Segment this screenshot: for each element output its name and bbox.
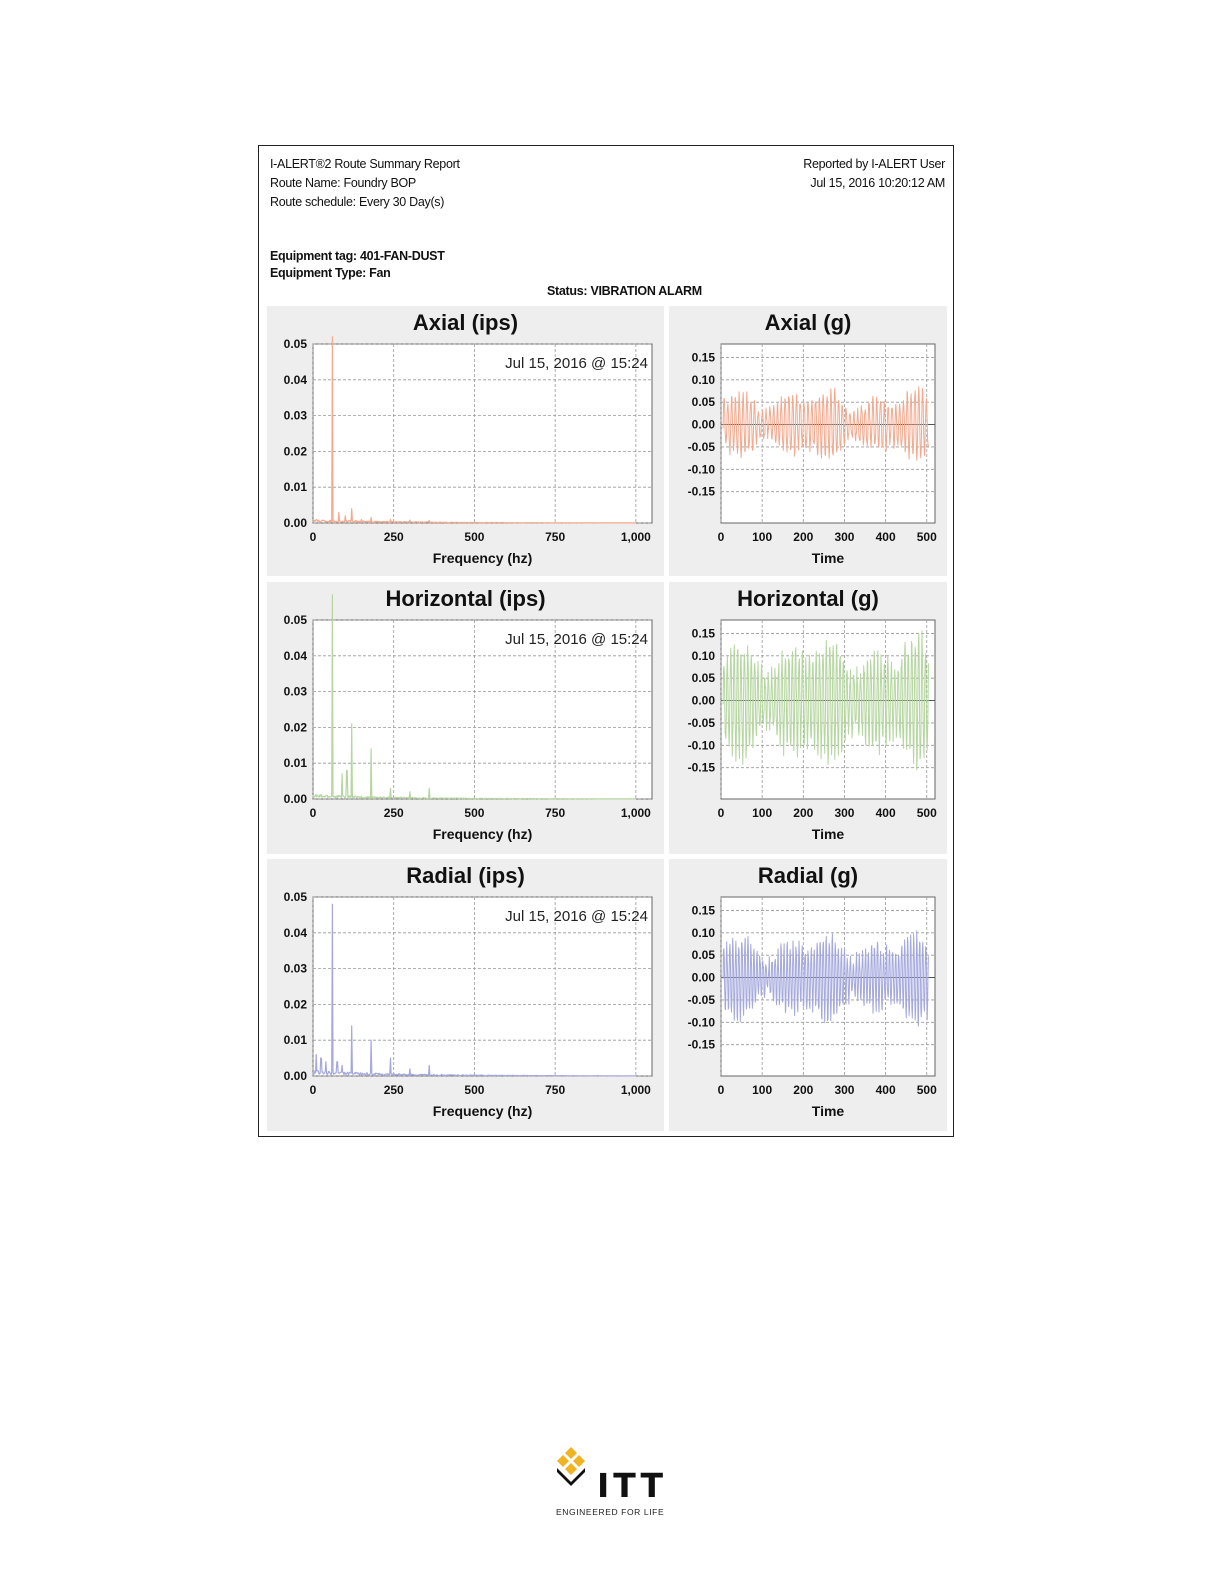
y-tick-label: 0.02 [283,720,307,735]
y-tick-label: -0.10 [687,462,715,477]
y-tick-label: 0.05 [283,890,307,904]
y-tick-label: 0.00 [691,970,715,985]
x-tick-label: 1,000 [620,530,651,544]
y-tick-label: -0.15 [687,1037,715,1052]
x-tick-label: 0 [717,1083,725,1097]
route-summary-report [258,145,954,1137]
itt-diamond-icon [555,1446,595,1486]
chart-title: Axial (g) [764,310,852,335]
y-tick-label: -0.05 [687,992,715,1007]
x-tick-label: 500 [916,1083,937,1097]
x-tick-label: 0 [309,806,317,820]
y-tick-label: 0.01 [283,1033,307,1048]
x-tick-label: 0 [309,530,317,544]
y-tick-label: 0.15 [691,626,715,641]
x-tick-label: 400 [875,530,896,544]
x-tick-label: 100 [752,1083,773,1097]
y-tick-label: 0.04 [283,648,307,663]
chart-panel-radial-ips [267,859,664,1131]
chart-radial-ips [267,859,664,1131]
report-header-left [270,155,460,212]
chart-title: Radial (g) [757,863,859,888]
y-tick-label: 0.00 [283,516,307,530]
y-tick-label: 0.02 [283,444,307,459]
x-axis-label: Time [811,826,845,842]
x-tick-label: 750 [545,1083,566,1097]
x-tick-label: 250 [383,530,404,544]
logo-tagline: ENGINEERED FOR LIFE [556,1507,665,1517]
y-tick-label: 0.00 [283,792,307,806]
y-tick-label: 0.05 [691,948,715,963]
y-tick-label: 0.00 [691,417,715,432]
y-tick-label: 0.03 [283,684,307,699]
chart-horizontal-ips [267,582,664,854]
x-tick-label: 0 [717,806,725,820]
reported-by: Reported by I-ALERT User [803,157,945,171]
chart-title: Horizontal (g) [737,586,879,611]
chart-panel-radial-g [669,859,947,1131]
x-tick-label: 1,000 [620,806,651,820]
x-axis-label: Frequency (hz) [432,1103,533,1119]
y-tick-label: -0.15 [687,484,715,499]
x-tick-label: 0 [309,1083,317,1097]
status-label: Status: VIBRATION ALARM [547,284,702,298]
y-tick-label: 0.03 [283,408,307,423]
x-tick-label: 200 [793,530,814,544]
logo-brand: ITT [597,1466,668,1505]
chart-panel-axial-g [669,306,947,576]
x-tick-label: 500 [916,806,937,820]
y-tick-label: 0.01 [283,756,307,771]
y-tick-label: 0.15 [691,350,715,365]
x-tick-label: 300 [834,806,855,820]
x-tick-label: 250 [383,1083,404,1097]
y-tick-label: 0.10 [691,372,715,387]
equipment-type: Equipment Type: Fan [270,266,391,280]
y-tick-label: 0.05 [691,671,715,686]
chart-axial-ips [267,306,664,576]
y-tick-label: 0.01 [283,480,307,495]
x-tick-label: 250 [383,806,404,820]
x-tick-label: 750 [545,806,566,820]
x-tick-label: 0 [717,530,725,544]
chart-radial-g [669,859,947,1131]
x-tick-label: 400 [875,1083,896,1097]
y-tick-label: 0.10 [691,925,715,940]
y-tick-label: -0.15 [687,760,715,775]
chart-axial-g [669,306,947,576]
y-tick-label: 0.00 [691,693,715,708]
chart-panel-axial-ips [267,306,664,576]
x-tick-label: 750 [545,530,566,544]
chart-title: Horizontal (ips) [385,586,546,611]
x-tick-label: 1,000 [620,1083,651,1097]
y-tick-label: -0.10 [687,1015,715,1030]
chart-panel-horizontal-g [669,582,947,854]
x-tick-label: 400 [875,806,896,820]
report-header-right [803,155,945,193]
y-tick-label: 0.10 [691,648,715,663]
equipment-info [270,248,445,282]
y-tick-label: 0.00 [283,1069,307,1083]
x-tick-label: 100 [752,530,773,544]
x-tick-label: 500 [464,530,485,544]
x-tick-label: 300 [834,1083,855,1097]
chart-panel-horizontal-ips [267,582,664,854]
route-name: Route Name: Foundry BOP [270,176,416,190]
y-tick-label: 0.03 [283,961,307,976]
y-tick-label: -0.10 [687,738,715,753]
y-tick-label: 0.02 [283,997,307,1012]
x-tick-label: 100 [752,806,773,820]
chart-timestamp: Jul 15, 2016 @ 15:24 [505,355,648,372]
x-tick-label: 200 [793,806,814,820]
y-tick-label: 0.05 [691,395,715,410]
route-schedule: Route schedule: Every 30 Day(s) [270,195,445,209]
chart-title: Radial (ips) [406,863,525,888]
x-tick-label: 200 [793,1083,814,1097]
y-tick-label: -0.05 [687,439,715,454]
y-tick-label: -0.05 [687,715,715,730]
y-tick-label: 0.05 [283,337,307,351]
chart-timestamp: Jul 15, 2016 @ 15:24 [505,631,648,648]
chart-title: Axial (ips) [412,310,519,335]
report-title: I-ALERT®2 Route Summary Report [270,157,460,171]
y-tick-label: 0.04 [283,372,307,387]
reported-at: Jul 15, 2016 10:20:12 AM [810,176,945,190]
x-axis-label: Time [811,550,845,566]
y-tick-label: 0.05 [283,613,307,627]
x-tick-label: 500 [464,806,485,820]
x-axis-label: Time [811,1103,845,1119]
equipment-tag: Equipment tag: 401-FAN-DUST [270,249,445,263]
chart-timestamp: Jul 15, 2016 @ 15:24 [505,908,648,925]
x-tick-label: 500 [916,530,937,544]
y-tick-label: 0.04 [283,925,307,940]
x-axis-label: Frequency (hz) [432,826,533,842]
x-tick-label: 300 [834,530,855,544]
x-axis-label: Frequency (hz) [432,550,533,566]
y-tick-label: 0.15 [691,903,715,918]
chart-horizontal-g [669,582,947,854]
x-tick-label: 500 [464,1083,485,1097]
